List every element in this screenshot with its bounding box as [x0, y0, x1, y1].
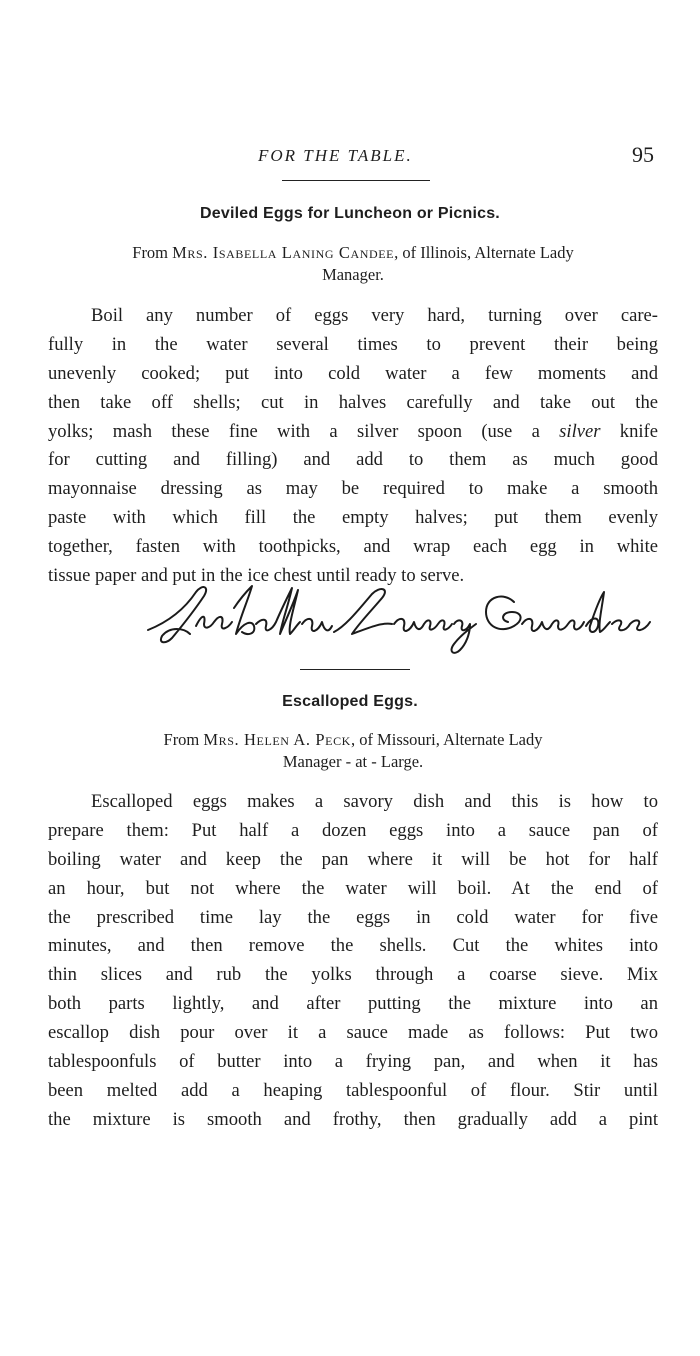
- recipe-attribution: [40, 242, 666, 286]
- recipe-attribution: [40, 729, 666, 773]
- attribution-suffix: , of Missouri, Alternate Lady: [350, 730, 543, 749]
- text-line: fully in the water several times to prevent their being: [48, 333, 658, 355]
- running-title: FOR THE TABLE.: [258, 146, 413, 165]
- section-divider: [300, 669, 410, 670]
- text-line: thin slices and rub the yolks through a coarse sieve. Mix: [48, 964, 658, 986]
- attribution-title: Manager - at - Large.: [282, 752, 424, 771]
- text-line: unevenly cooked; put into cold water a few moments and: [48, 362, 658, 384]
- text-line: the prescribed time lay the eggs in cold water for five: [48, 906, 658, 928]
- text-run: yolks; mash these fine with a silver spoon (use a: [48, 420, 560, 442]
- text-line: been melted add a heaping tablespoonful of flour. Stir until: [48, 1079, 658, 1101]
- recipe-body-deviled-eggs: [48, 302, 658, 591]
- text-line: mayonnaise dressing as may be required to make a smooth: [48, 478, 658, 500]
- header-rule: [282, 180, 430, 181]
- text-line: the mixture is smooth and frothy, then gradually add a pint: [48, 1108, 658, 1130]
- attribution-title: Manager.: [322, 265, 384, 284]
- text-line: escallop dish pour over it a sauce made as follows: Put two: [48, 1022, 658, 1044]
- attribution-name: Mrs. Isabella Laning Candee: [172, 243, 395, 262]
- text-line: then take off shells; cut in halves carefully and take out the: [48, 391, 658, 413]
- attribution-prefix: From: [163, 730, 204, 749]
- handwritten-signature: [138, 578, 658, 658]
- text-line: an hour, but not where the water will boil. At the end of: [48, 877, 658, 899]
- recipe-title-deviled-eggs: Deviled Eggs for Luncheon or Picnics.: [200, 205, 500, 222]
- recipe-body-escalloped-eggs: [48, 788, 658, 1135]
- attribution-name: Mrs. Helen A. Peck: [203, 730, 351, 749]
- recipe-title-escalloped-eggs: Escalloped Eggs.: [282, 693, 418, 710]
- text-line: together, fasten with toothpicks, and wrap each egg in white: [48, 536, 658, 558]
- text-line: Escalloped eggs makes a savory dish and this is how to: [91, 791, 658, 812]
- text-line: boiling water and keep the pan where it will be hot for half: [48, 848, 658, 870]
- running-header: [0, 142, 700, 172]
- text-line: both parts lightly, and after putting the mixture into an: [48, 993, 658, 1015]
- emphasis-silver: silver: [559, 420, 601, 442]
- text-line: for cutting and filling) and add to them as much good: [48, 449, 658, 471]
- page-number: 95: [632, 142, 654, 167]
- text-line: paste with which fill the empty halves; put them evenly: [48, 507, 658, 529]
- text-line: prepare them: Put half a dozen eggs into a sauce pan of: [48, 819, 658, 841]
- text-run: knife: [600, 420, 658, 442]
- text-line: tissue paper and put in the ice chest until ready to serve.: [48, 565, 465, 587]
- attribution-prefix: From: [132, 243, 173, 262]
- text-line: [48, 418, 658, 447]
- text-line: Boil any number of eggs very hard, turning over care-: [91, 305, 658, 326]
- text-line: tablespoonfuls of butter into a frying pan, and when it has: [48, 1051, 658, 1073]
- attribution-suffix: , of Illinois, Alternate Lady: [394, 243, 574, 262]
- text-line: minutes, and then remove the shells. Cut the whites into: [48, 935, 658, 957]
